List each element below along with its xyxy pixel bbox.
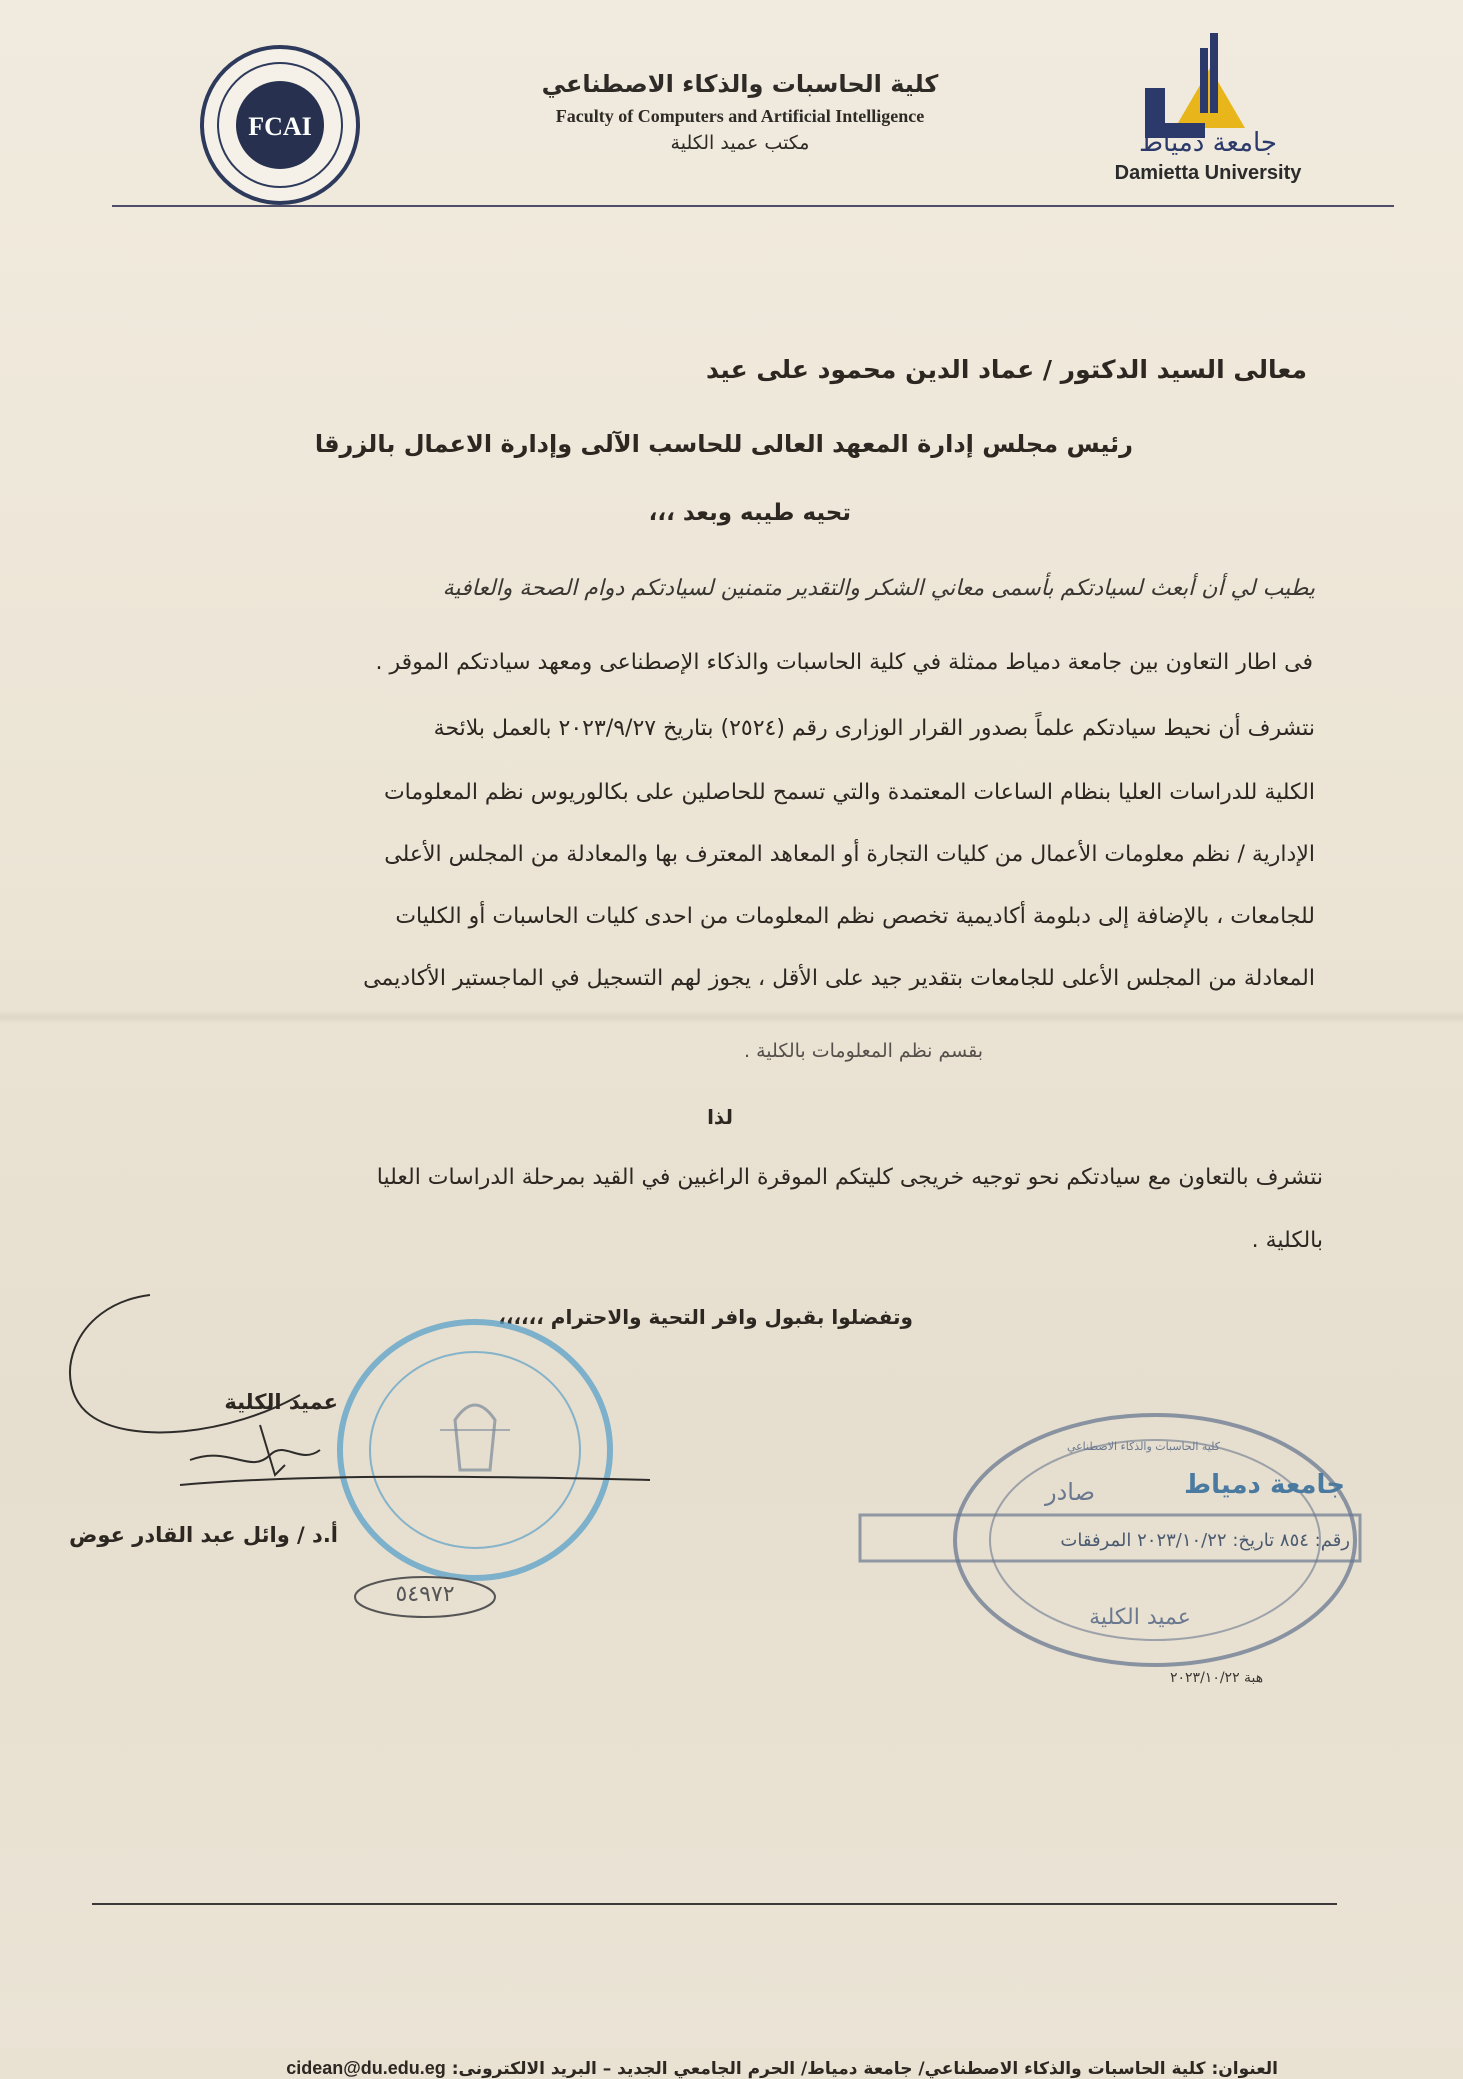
date-note: هبة ٢٠٢٣/١٠/٢٢ — [1170, 1670, 1264, 1686]
paragraph-line: المعادلة من المجلس الأعلى للجامعات بتقدير جيد على الأقل ، يجوز لهم التسجيل في الماجستير الأكاديمى — [363, 966, 1315, 991]
dean-signature — [30, 1275, 670, 1535]
faculty-arabic-name: كلية الحاسبات والذكاء الاصطناعي — [541, 70, 939, 98]
paragraph-line: بقسم نظم المعلومات بالكلية . — [744, 1040, 983, 1062]
footer-email: cidean@du.edu.eg — [286, 2058, 446, 2078]
dean-name: أ.د / وائل عبد القادر عوض — [69, 1523, 338, 1547]
faculty-english-name: Faculty of Computers and Artificial Intelligence — [555, 106, 925, 126]
footer-address-text: العنوان: كلية الحاسبات والذكاء الاصطناعي/ جامعة دمياط/ الحرم الجامعي الجديد – البريد الالكترونى: — [451, 2059, 1278, 2079]
closing-line: وتفضلوا بقبول وافر التحية والاحترام ،،،،،، — [498, 1305, 913, 1329]
paragraph-line: الكلية للدراسات العليا بنظام الساعات المعتمدة والتي تسمح للحاصلين على بكالوريوس نظم المعلومات — [383, 780, 1315, 805]
paper-fold — [0, 1010, 1463, 1024]
fcai-logo — [195, 40, 365, 210]
footer-divider — [92, 1903, 1337, 1905]
paragraph-line: للجامعات ، بالإضافة إلى دبلومة أكاديمية تخصص نظم المعلومات من احدى كليات الحاسبات أو الكليات — [395, 904, 1315, 929]
salutation: معالى السيد الدكتور / عماد الدين محمود على عيد — [705, 355, 1307, 384]
greeting: تحيه طيبه وبعد ،،، — [648, 500, 851, 526]
paragraph-line: فى اطار التعاون بين جامعة دمياط ممثلة في كلية الحاسبات والذكاء الإصطناعى ومعهد سيادتكم الموقر . — [375, 650, 1313, 675]
handwritten-line: يطيب لي أن أبعث لسيادتكم بأسمى معاني الشكر والتقدير متمنين لسيادتكم دوام الصحة والعافية — [442, 576, 1315, 601]
fcai-logo-text: FCAI — [248, 112, 312, 141]
handwritten-number: ٥٤٩٧٢ — [395, 1582, 455, 1607]
stamp-ring-text: كلية الحاسبات والذكاء الاصطناعي — [1066, 1440, 1220, 1453]
paragraph-line: الإدارية / نظم معلومات الأعمال من كليات التجارة أو المعاهد المعترف بها والمعادلة من المجلس الأعلى — [384, 842, 1315, 867]
request-line: بالكلية . — [1251, 1228, 1323, 1253]
recipient-title: رئيس مجلس إدارة المعهد العالى للحاسب الآلى وإدارة الاعمال بالزرقا — [314, 430, 1133, 458]
stamp-registry-line: رقم: ٨٥٤ تاريخ: ٢٠٢٣/١٠/٢٢ المرفقات — [1060, 1530, 1350, 1551]
university-arabic-name: جامعة دمياط — [1139, 128, 1277, 158]
footer-address — [286, 2058, 1278, 2079]
header-divider — [112, 205, 1394, 207]
dean-office-label: مكتب عميد الكلية — [670, 132, 810, 154]
stamp-outgoing-label: صادر — [1045, 1478, 1095, 1506]
stamp-university-label: جامعة دمياط — [1184, 1470, 1345, 1500]
dean-title: عميد الكلية — [224, 1390, 338, 1414]
university-english-name: Damietta University — [1114, 162, 1302, 184]
stamp-dean-label: عميد الكلية — [1089, 1605, 1191, 1630]
lidha-label: لذا — [707, 1105, 733, 1129]
paragraph-line: نتشرف أن نحيط سيادتكم علماً بصدور القرار الوزارى رقم (٢٥٢٤) بتاريخ ٢٠٢٣/٩/٢٧ بالعمل بلائحة — [433, 716, 1315, 741]
request-line: نتشرف بالتعاون مع سيادتكم نحو توجيه خريجى كليتكم الموقرة الراغبين في القيد بمرحلة الدراسات العليا — [376, 1165, 1323, 1190]
